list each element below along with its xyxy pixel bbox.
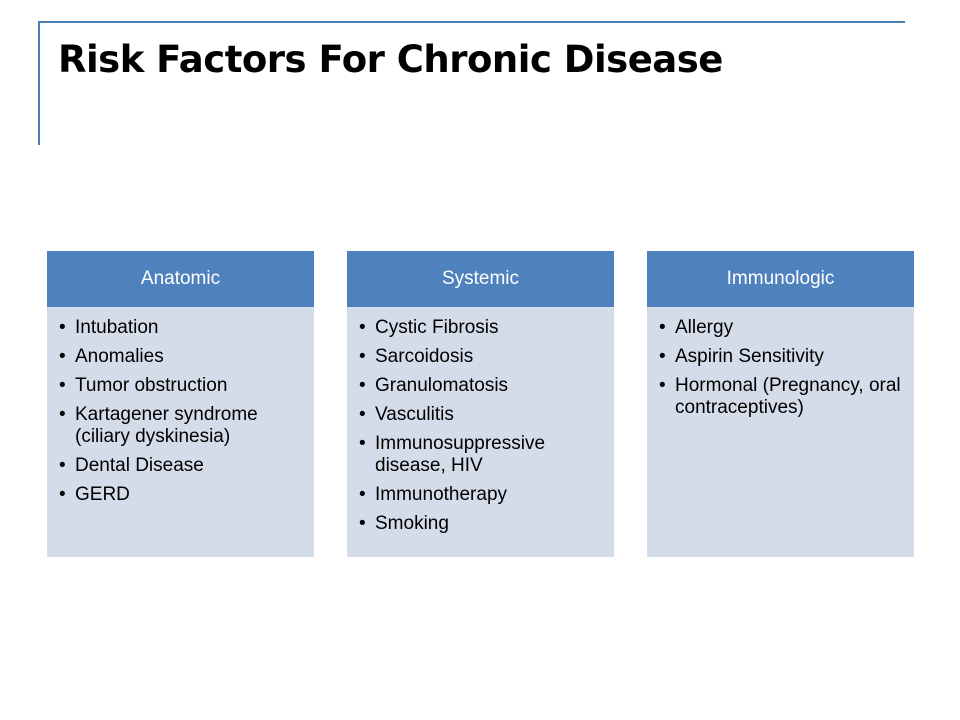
bullet-icon: • (59, 317, 66, 338)
bullet-icon: • (359, 484, 366, 505)
column-list-systemic (347, 307, 614, 535)
list-item-text: GERD (75, 484, 130, 505)
slide-title: Risk Factors For Chronic Disease (58, 38, 723, 81)
bullet-icon: • (659, 346, 666, 367)
frame-top-line (38, 21, 905, 23)
list-item-text: Vasculitis (375, 404, 454, 425)
column-list-immunologic (647, 307, 914, 419)
list-item-text: Smoking (375, 513, 449, 534)
column-header-systemic: Systemic (347, 251, 614, 307)
list-item-text: Immunosuppressive disease, HIV (375, 433, 546, 476)
column-header-immunologic: Immunologic (647, 251, 914, 307)
column-systemic (347, 251, 614, 557)
list-item-text: Hormonal (Pregnancy, oral contraceptives) (675, 375, 901, 418)
list-item (59, 346, 302, 368)
column-list-anatomic (47, 307, 314, 506)
bullet-icon: • (359, 404, 366, 425)
list-item (59, 317, 302, 339)
bullet-icon: • (59, 346, 66, 367)
frame-left-line (38, 21, 40, 145)
bullet-icon: • (359, 513, 366, 534)
list-item (359, 513, 602, 535)
list-item-text: Sarcoidosis (375, 346, 474, 367)
list-item (359, 317, 602, 339)
bullet-icon: • (59, 455, 66, 476)
bullet-icon: • (59, 375, 66, 396)
list-item (59, 484, 302, 506)
column-anatomic (47, 251, 314, 557)
list-item-text: Kartagener syndrome (ciliary dyskinesia) (75, 404, 258, 447)
column-header-anatomic: Anatomic (47, 251, 314, 307)
list-item (659, 317, 902, 339)
bullet-icon: • (659, 317, 666, 338)
list-item (359, 433, 602, 477)
bullet-icon: • (659, 375, 666, 396)
list-item-text: Aspirin Sensitivity (675, 346, 824, 367)
list-item-text: Dental Disease (75, 455, 204, 476)
bullet-icon: • (359, 375, 366, 396)
bullet-icon: • (359, 317, 366, 338)
list-item-text: Cystic Fibrosis (375, 317, 499, 338)
list-item (359, 346, 602, 368)
list-item-text: Intubation (75, 317, 159, 338)
bullet-icon: • (359, 433, 366, 454)
bullet-icon: • (59, 484, 66, 505)
column-immunologic (647, 251, 914, 557)
bullet-icon: • (359, 346, 366, 367)
list-item (59, 375, 302, 397)
list-item-text: Anomalies (75, 346, 164, 367)
list-item (359, 404, 602, 426)
list-item (359, 484, 602, 506)
list-item (359, 375, 602, 397)
list-item-text: Tumor obstruction (75, 375, 228, 396)
list-item-text: Granulomatosis (375, 375, 509, 396)
list-item (659, 346, 902, 368)
list-item (659, 375, 902, 419)
list-item (59, 455, 302, 477)
bullet-icon: • (59, 404, 66, 425)
list-item-text: Allergy (675, 317, 734, 338)
list-item (59, 404, 302, 448)
list-item-text: Immunotherapy (375, 484, 508, 505)
